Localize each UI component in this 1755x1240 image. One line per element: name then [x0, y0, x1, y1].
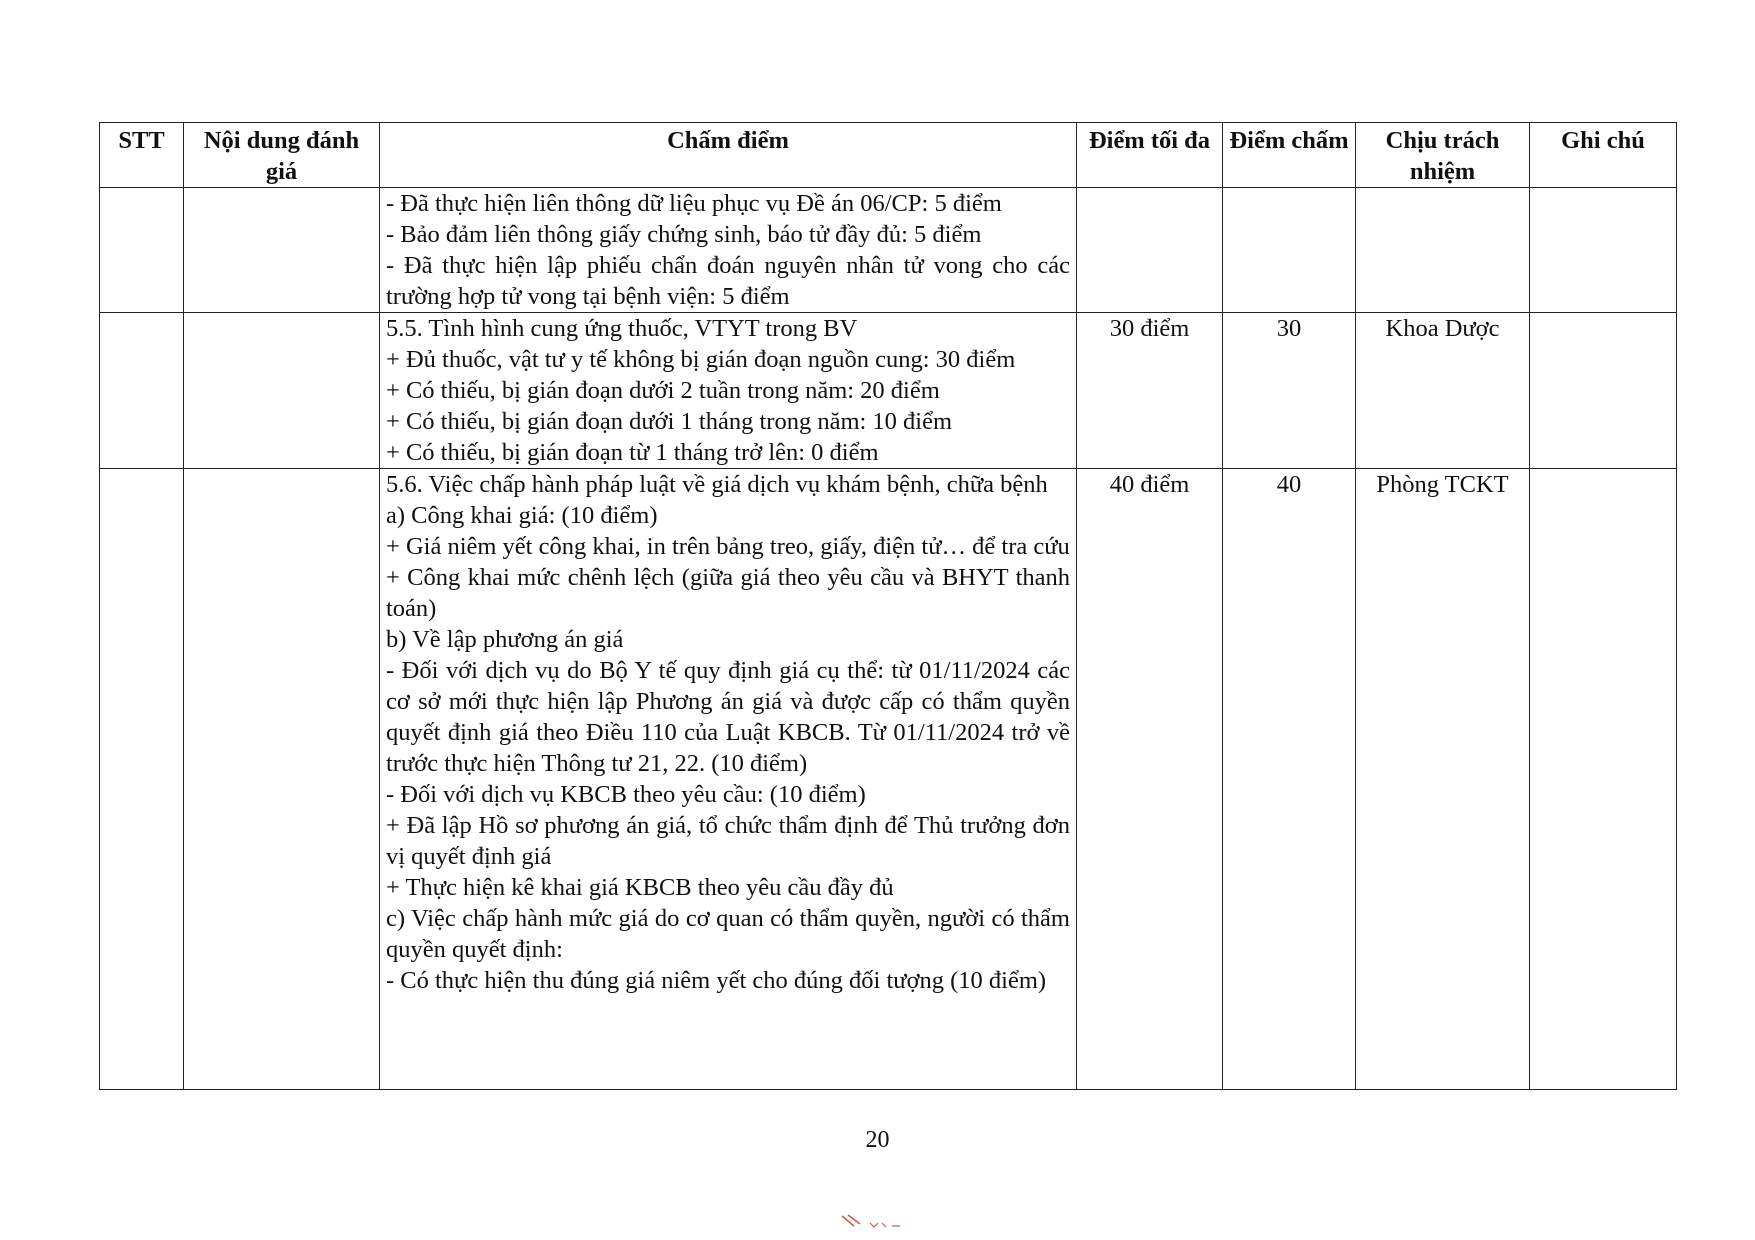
page-number: 20	[865, 1127, 890, 1153]
stamp-fragment-icon	[840, 1214, 910, 1230]
cell-scoring	[380, 188, 1077, 313]
header-score: Điểm chấm	[1223, 123, 1356, 188]
header-content: Nội dung đánh giá	[184, 123, 380, 188]
cell-stt	[100, 313, 184, 469]
table-row	[100, 188, 1677, 313]
cell-responsible: Khoa Dược	[1356, 313, 1530, 469]
scoring-line: b) Về lập phương án giá	[386, 626, 624, 653]
scoring-line: + Có thiếu, bị gián đoạn từ 1 tháng trở lên: 0 điểm	[386, 439, 879, 466]
scoring-line: - Đã thực hiện lập phiếu chẩn đoán nguyên nhân tử vong cho các trường hợp tử vong tại bệnh viện: 5 điểm	[386, 252, 1070, 310]
header-max-score: Điểm tối đa	[1077, 123, 1223, 188]
scoring-line: + Thực hiện kê khai giá KBCB theo yêu cầu đầy đủ	[386, 874, 894, 901]
scoring-line: + Giá niêm yết công khai, in trên bảng treo, giấy, điện tử… để tra cứu	[386, 533, 1070, 560]
cell-responsible: Phòng TCKT	[1356, 469, 1530, 1090]
cell-score	[1223, 188, 1356, 313]
cell-scoring	[380, 313, 1077, 469]
table-row	[100, 469, 1677, 1090]
scoring-line: - Bảo đảm liên thông giấy chứng sinh, báo tử đầy đủ: 5 điểm	[386, 221, 982, 248]
cell-score: 40	[1223, 469, 1356, 1090]
cell-responsible	[1356, 188, 1530, 313]
scoring-line: + Đã lập Hồ sơ phương án giá, tổ chức thẩm định để Thủ trưởng đơn vị quyết định giá	[386, 812, 1070, 870]
scoring-table	[99, 122, 1677, 1090]
scoring-line: a) Công khai giá: (10 điểm)	[386, 502, 658, 529]
cell-note	[1530, 188, 1677, 313]
cell-stt	[100, 469, 184, 1090]
cell-note	[1530, 469, 1677, 1090]
scoring-line: - Đã thực hiện liên thông dữ liệu phục vụ Đề án 06/CP: 5 điểm	[386, 190, 1002, 217]
scoring-line: - Có thực hiện thu đúng giá niêm yết cho đúng đối tượng (10 điểm)	[386, 967, 1047, 994]
cell-stt	[100, 188, 184, 313]
cell-content	[184, 469, 380, 1090]
cell-max-score: 30 điểm	[1077, 313, 1223, 469]
header-scoring: Chấm điểm	[380, 123, 1077, 188]
cell-content	[184, 313, 380, 469]
scoring-line: 5.5. Tình hình cung ứng thuốc, VTYT trong BV	[386, 315, 858, 342]
cell-note	[1530, 313, 1677, 469]
header-stt: STT	[100, 123, 184, 188]
scoring-line: - Đối với dịch vụ do Bộ Y tế quy định giá cụ thể: từ 01/11/2024 các cơ sở mới thực hiện lập Phương án giá và được cấp có thẩm quyền quyết định giá theo Điều 110 của Luật KBCB. Từ 01/11/2024 trở về trước thực hiện Thông tư 21, 22. (10 điểm)	[386, 657, 1070, 777]
cell-max-score: 40 điểm	[1077, 469, 1223, 1090]
cell-scoring	[380, 469, 1077, 1090]
scoring-line: 5.6. Việc chấp hành pháp luật về giá dịch vụ khám bệnh, chữa bệnh	[386, 471, 1048, 498]
cell-score: 30	[1223, 313, 1356, 469]
scoring-line: + Đủ thuốc, vật tư y tế không bị gián đoạn nguồn cung: 30 điểm	[386, 346, 1016, 373]
table-row	[100, 313, 1677, 469]
scoring-line: c) Việc chấp hành mức giá do cơ quan có thẩm quyền, người có thẩm quyền quyết định:	[386, 905, 1070, 963]
scoring-line: + Có thiếu, bị gián đoạn dưới 1 tháng trong năm: 10 điểm	[386, 408, 953, 435]
header-row	[100, 123, 1677, 188]
scoring-line: - Đối với dịch vụ KBCB theo yêu cầu: (10 điểm)	[386, 781, 866, 808]
cell-max-score	[1077, 188, 1223, 313]
scoring-line: + Có thiếu, bị gián đoạn dưới 2 tuần trong năm: 20 điểm	[386, 377, 940, 404]
header-responsible: Chịu trách nhiệm	[1356, 123, 1530, 188]
scoring-line: + Công khai mức chênh lệch (giữa giá theo yêu cầu và BHYT thanh toán)	[386, 564, 1070, 622]
cell-content	[184, 188, 380, 313]
header-note: Ghi chú	[1530, 123, 1677, 188]
